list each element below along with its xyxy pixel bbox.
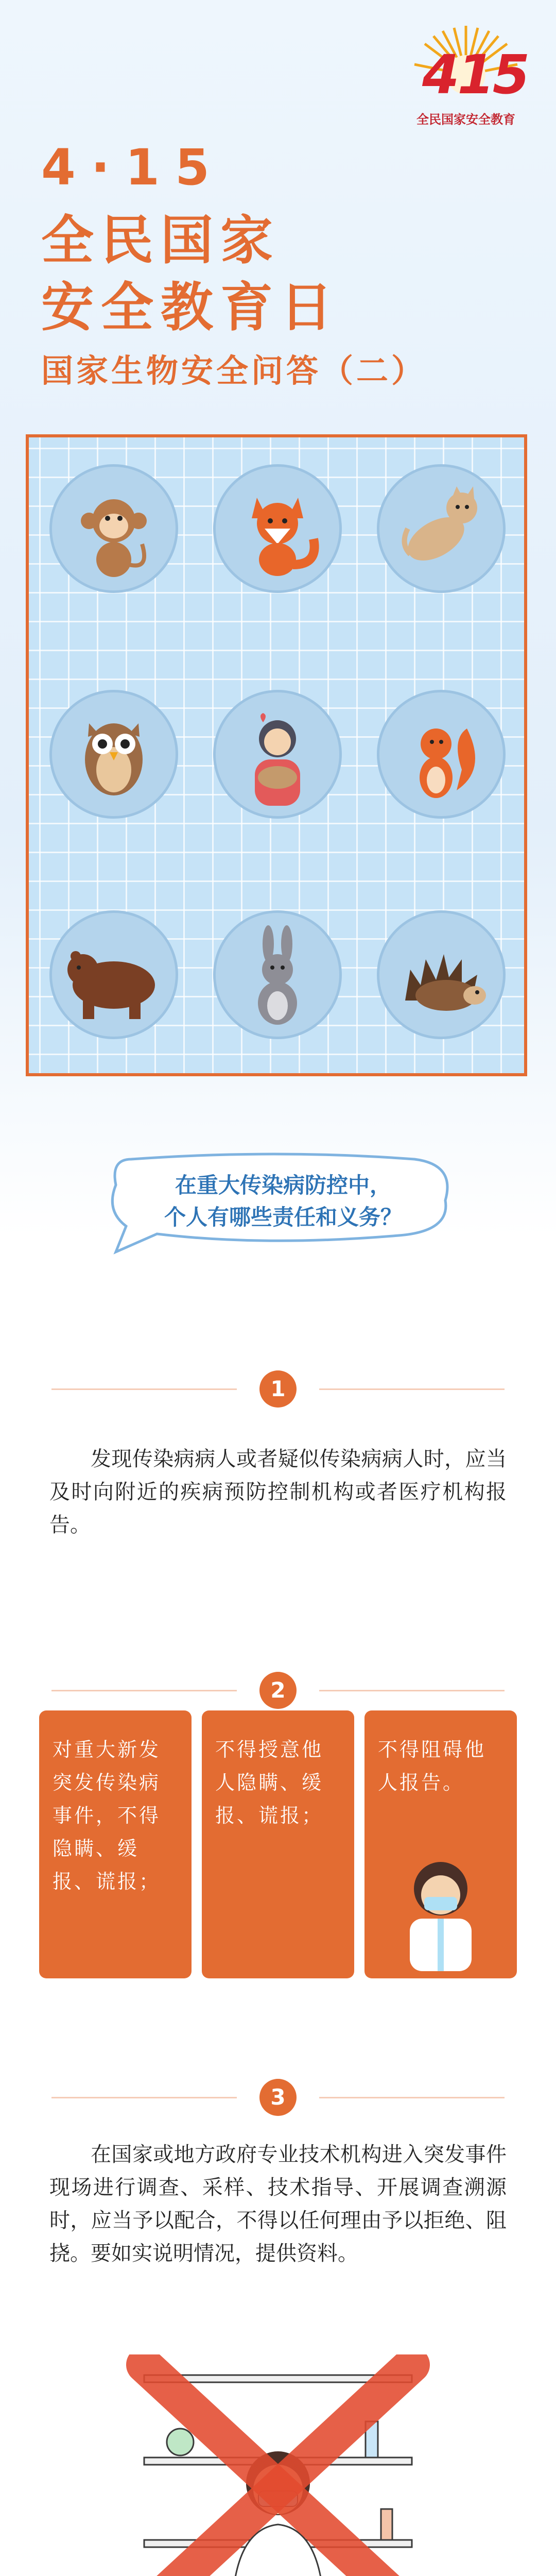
title-line-2: 安全教育日 — [41, 277, 340, 338]
cat-icon — [377, 464, 506, 593]
divider-left-3 — [51, 2097, 237, 2098]
card-3 — [364, 1710, 517, 1978]
campaign-logo — [402, 21, 530, 139]
section-2-number: 2 — [259, 1672, 297, 1709]
fox-icon — [213, 464, 342, 593]
monkey-icon — [49, 464, 178, 593]
question-line-2: 个人有哪些责任和义务？ — [164, 1205, 402, 1230]
divider-left-2 — [51, 1690, 237, 1691]
title-date: 4·15 — [41, 139, 225, 196]
section-1-text: 发现传染病病人或者疑似传染病病人时，应当及时向附近的疾病预防控制机构或者医疗机构报告。 — [49, 1447, 507, 1537]
hedgehog-icon — [377, 910, 506, 1039]
question-bubble — [111, 1149, 456, 1257]
logo-number: 415 — [422, 43, 528, 106]
title-subtitle: 国家生物安全问答（二） — [41, 352, 427, 389]
divider-left-1 — [51, 1388, 237, 1390]
section-1-number: 1 — [259, 1370, 297, 1408]
section-3-number: 3 — [259, 2079, 297, 2116]
rabbit-icon — [213, 910, 342, 1039]
card-2: 不得授意他人隐瞒、缓报、谎报； — [202, 1710, 354, 1978]
owl-icon — [49, 690, 178, 819]
divider-right-3 — [319, 2097, 505, 2098]
divider-right-1 — [319, 1388, 505, 1390]
question-line-1: 在重大传染病防控中， — [175, 1173, 391, 1198]
title-line-1: 全民国家 — [41, 210, 280, 272]
card-1: 对重大新发突发传染病事件，不得隐瞒、缓报、谎报； — [39, 1710, 192, 1978]
prohibited-lab-illustration — [124, 2354, 432, 2576]
person-with-cat-icon — [213, 690, 342, 819]
doctor-icon — [394, 1853, 487, 1971]
bear-icon — [49, 910, 178, 1039]
lab-scientist-icon — [124, 2354, 432, 2576]
animal-grid — [26, 434, 527, 1076]
logo-subtitle: 全民国家安全教育 — [416, 112, 515, 127]
section-3-text: 在国家或地方政府专业技术机构进入突发事件现场进行调查、采样、技术指导、开展调查溯源时，应当予以配合，不得以任何理由予以拒绝、阻挠。要如实说明情况，提供资料。 — [49, 2143, 507, 2265]
squirrel-icon — [377, 690, 506, 819]
card-3-text: 不得阻碍他人报告。 — [378, 1738, 486, 1794]
divider-right-2 — [319, 1690, 505, 1691]
